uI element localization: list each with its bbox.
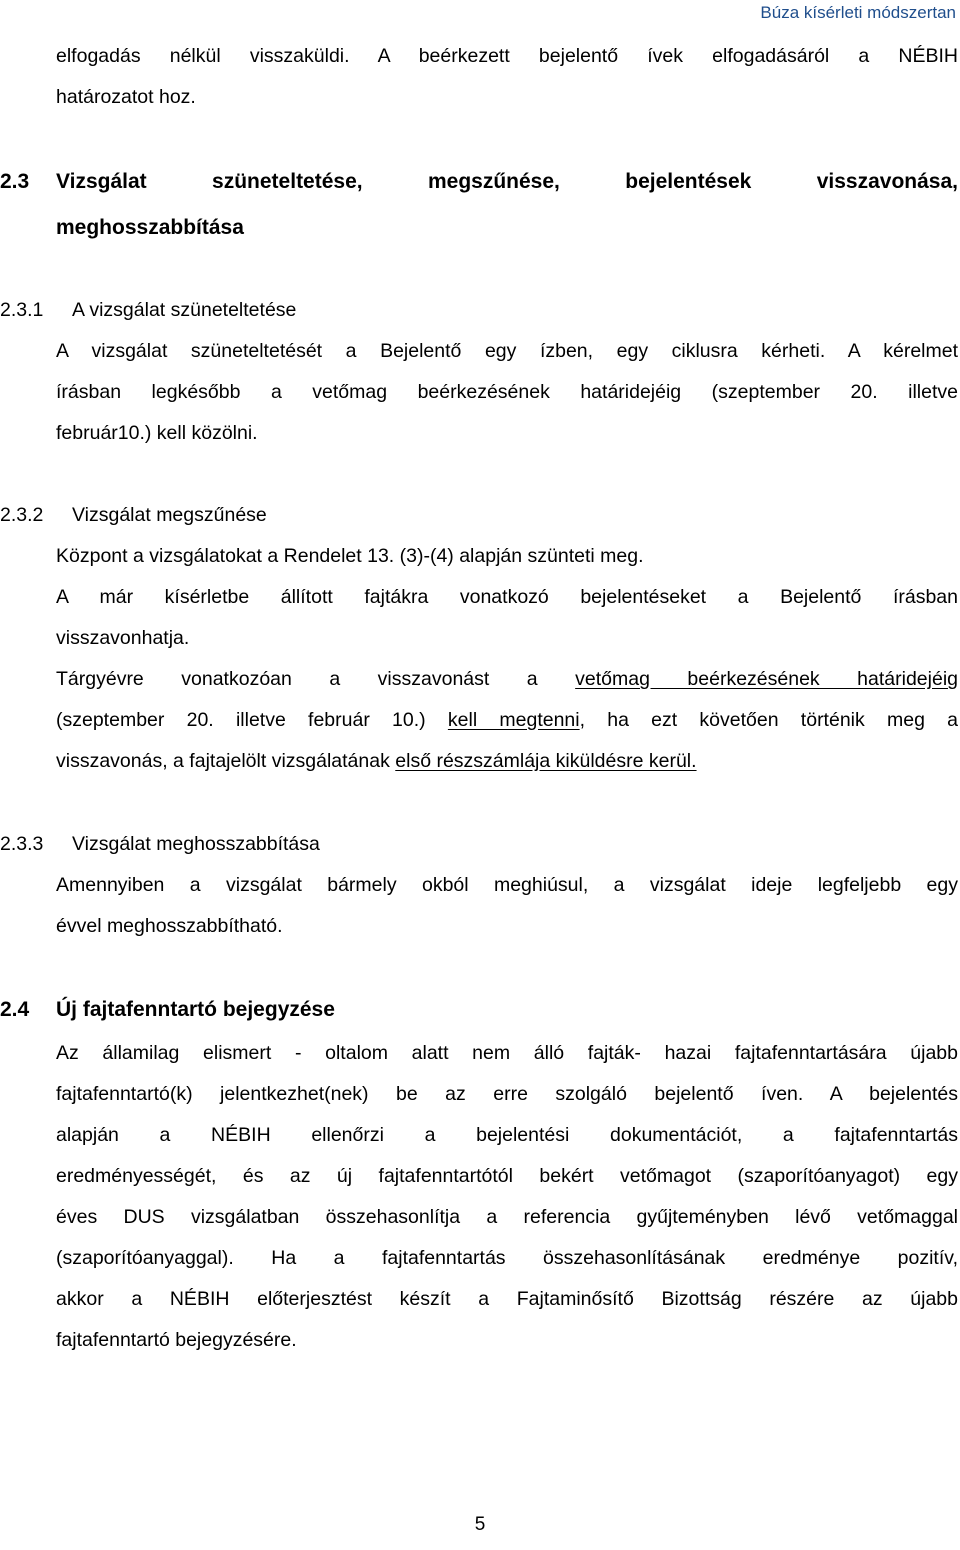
line-5-rest-text: , ha ezt követően történik meg a	[579, 709, 958, 731]
section-2-3-3-title: Vizsgálat meghosszabbítása	[72, 833, 320, 855]
section-2-4-line: fajtafenntartó(k) jelentkezhet(nek) be az erre szolgáló bejelentő íven. A bejelentés	[56, 1083, 958, 1105]
section-2-3-1-paragraph	[56, 331, 958, 454]
line-5-underlined-text: kell megtenni	[447, 709, 580, 731]
section-2-3-2-line-5	[56, 700, 958, 741]
line-5-text: (szeptember 20. illetve február 10.)	[56, 709, 448, 731]
section-2-4-line: (szaporítóanyaggal). Ha a fajtafenntartás összehasonlításának eredménye pozitív,	[56, 1247, 958, 1269]
section-2-3-1-title: A vizsgálat szüneteltetése	[72, 299, 297, 321]
section-2-4-line: eredményességét, és az új fajtafenntartótól bekért vetőmagot (szaporítóanyagot) egy	[56, 1165, 958, 1187]
intro-paragraph	[56, 36, 958, 118]
section-2-3-3-line-1: Amennyiben a vizsgálat bármely okból meghiúsul, a vizsgálat ideje legfeljebb egy	[56, 874, 958, 896]
section-2-4-line: fajtafenntartó bejegyzésére.	[56, 1329, 297, 1351]
section-2-3-3-heading	[0, 824, 958, 865]
section-2-4-line: éves DUS vizsgálatban összehasonlítja a referencia gyűjteményben lévő vetőmaggal	[56, 1206, 958, 1228]
section-2-3-1-line-2: írásban legkésőbb a vetőmag beérkezésének határidejéig (szeptember 20. illetve	[56, 381, 958, 403]
section-2-3-2-line-4	[56, 659, 958, 700]
section-2-3-number: 2.3	[0, 170, 30, 193]
section-2-3-1-number: 2.3.1	[0, 299, 44, 321]
section-2-3-title-line-2: meghosszabbítása	[56, 216, 244, 239]
section-2-3-1-heading	[0, 290, 958, 331]
section-2-3-2-line-1: Központ a vizsgálatokat a Rendelet 13. (3)-(4) alapján szünteti meg.	[56, 545, 644, 567]
section-2-3-2-line-3: visszavonhatja.	[56, 627, 190, 649]
section-2-4-paragraph	[56, 1033, 958, 1361]
section-2-3-heading	[0, 159, 958, 251]
section-2-3-2-paragraph	[56, 536, 958, 782]
section-2-4-number: 2.4	[0, 998, 30, 1021]
section-2-3-2-line-2: A már kísérletbe állított fajtákra vonatkozó bejelentéseket a Bejelentő írásban	[56, 586, 958, 608]
page-number: 5	[474, 1514, 486, 1535]
intro-line-1: elfogadás nélkül visszaküldi. A beérkezett bejelentő ívek elfogadásáról a NÉBIH	[56, 45, 958, 67]
section-2-3-3-number: 2.3.3	[0, 833, 44, 855]
running-header: Búza kísérleti módszertan	[760, 3, 956, 22]
intro-line-2: határozatot hoz.	[56, 86, 196, 108]
section-2-4-line: alapján a NÉBIH ellenőrzi a bejelentési dokumentációt, a fajtafenntartás	[56, 1124, 958, 1146]
section-2-3-2-line-6	[56, 741, 958, 782]
section-2-4-heading	[0, 987, 958, 1033]
section-2-3-2-title: Vizsgálat megszűnése	[72, 504, 267, 526]
section-2-3-3-paragraph	[56, 865, 958, 947]
section-2-3-title-line-1: Vizsgálat szüneteltetése, megszűnése, bejelentések visszavonása,	[56, 170, 958, 193]
line-4-text: Tárgyévre vonatkozóan a visszavonást a	[56, 668, 576, 690]
section-2-4-line: akkor a NÉBIH előterjesztést készít a Fajtaminősítő Bizottság részére az újabb	[56, 1288, 958, 1310]
section-2-4-line: Az államilag elismert - oltalom alatt nem álló fajták- hazai fajtafenntartására újabb	[56, 1042, 958, 1064]
section-2-3-1-line-3: február10.) kell közölni.	[56, 422, 258, 444]
line-6-text: visszavonás, a fajtajelölt vizsgálatának	[56, 750, 396, 772]
section-2-3-2-number: 2.3.2	[0, 504, 44, 526]
line-6-underlined-text: első részszámlája kiküldésre kerül.	[395, 750, 697, 772]
section-2-3-2-heading	[0, 495, 958, 536]
line-4-underlined-text: vetőmag beérkezésének határidejéig	[575, 668, 958, 690]
section-2-4-title: Új fajtafenntartó bejegyzése	[56, 998, 335, 1021]
section-2-3-3-line-2: évvel meghosszabbítható.	[56, 915, 283, 937]
section-2-3-1-line-1: A vizsgálat szüneteltetését a Bejelentő egy ízben, egy ciklusra kérheti. A kérelmet	[56, 340, 958, 362]
